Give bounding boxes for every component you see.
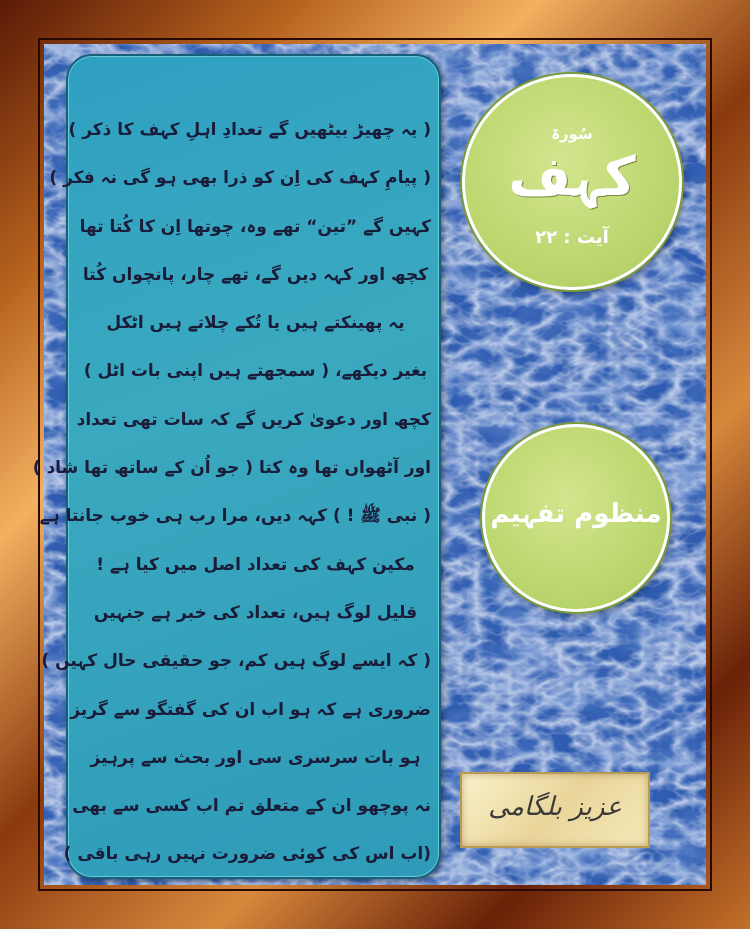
poem-lines <box>32 106 431 879</box>
poem-line: کچھ اور کہہ دیں گے، تھے چار، پانچواں کُتا <box>82 264 429 285</box>
poem-line: کہیں گے ”تین“ تھے وہ، چوتھا اِن کا کُتا تھا <box>79 216 431 237</box>
poem-line: ( یہ چھیڑ بیٹھیں گے تعدادِ اہلِ کہف کا ذکر ) <box>68 120 431 140</box>
poem-line: یہ پھینکتے ہیں یا تُکے چلاتے ہیں اٹکل <box>106 313 405 334</box>
poem-line: ( کہ ایسے لوگ ہیں کم، جو حقیقی حال کہیں ) <box>41 651 431 672</box>
poem-line: مکین کہف کی تعداد اصل میں کیا ہے ! <box>96 554 415 575</box>
poem-line: ہو بات سرسری سی اور بحث سے پرہیز <box>90 747 421 768</box>
poem-line: بغیر دیکھے، ( سمجھتے ہیں اپنی بات اٹل ) <box>83 361 428 382</box>
surah-title-badge <box>462 74 682 290</box>
ayat-reference: آیت : ۲۲ <box>535 227 609 248</box>
surah-label: سُورۃ <box>551 125 593 143</box>
poem-panel <box>32 54 441 879</box>
poem-line: اور آٹھواں تھا وہ کتا ( جو اُن کے ساتھ تھا شاد ) <box>32 458 431 479</box>
subtitle-badge <box>482 424 670 612</box>
signature-plate <box>460 772 650 848</box>
poem-line: ( پیامِ کہف کی اِن کو ذرا بھی ہو گی نہ فکر ) <box>49 168 431 189</box>
poem-line: ضروری ہے کہ ہو اب ان کی گفتگو سے گریز <box>70 699 431 720</box>
subtitle-text: منظوم تفہیم <box>490 499 662 529</box>
poem-line: (اب اس کی کوئی ضرورت نہیں رہی باقی ) <box>63 844 431 865</box>
artwork-canvas <box>32 44 706 885</box>
poem-line: نہ پوچھو ان کے متعلق تم اب کسی سے بھی <box>72 796 431 817</box>
poem-line: قلیل لوگ ہیں، تعداد کی خبر ہے جنہیں <box>93 602 418 623</box>
signature: عزیز بلگامی <box>488 792 622 822</box>
poem-line: کچھ اور دعویٰ کریں گے کہ سات تھی تعداد <box>76 409 431 430</box>
poem-line: ( نبی ﷺ ! ) کہہ دیں، مرا رب ہی خوب جانتا ہے <box>39 506 431 527</box>
surah-name: کہف <box>508 145 636 208</box>
